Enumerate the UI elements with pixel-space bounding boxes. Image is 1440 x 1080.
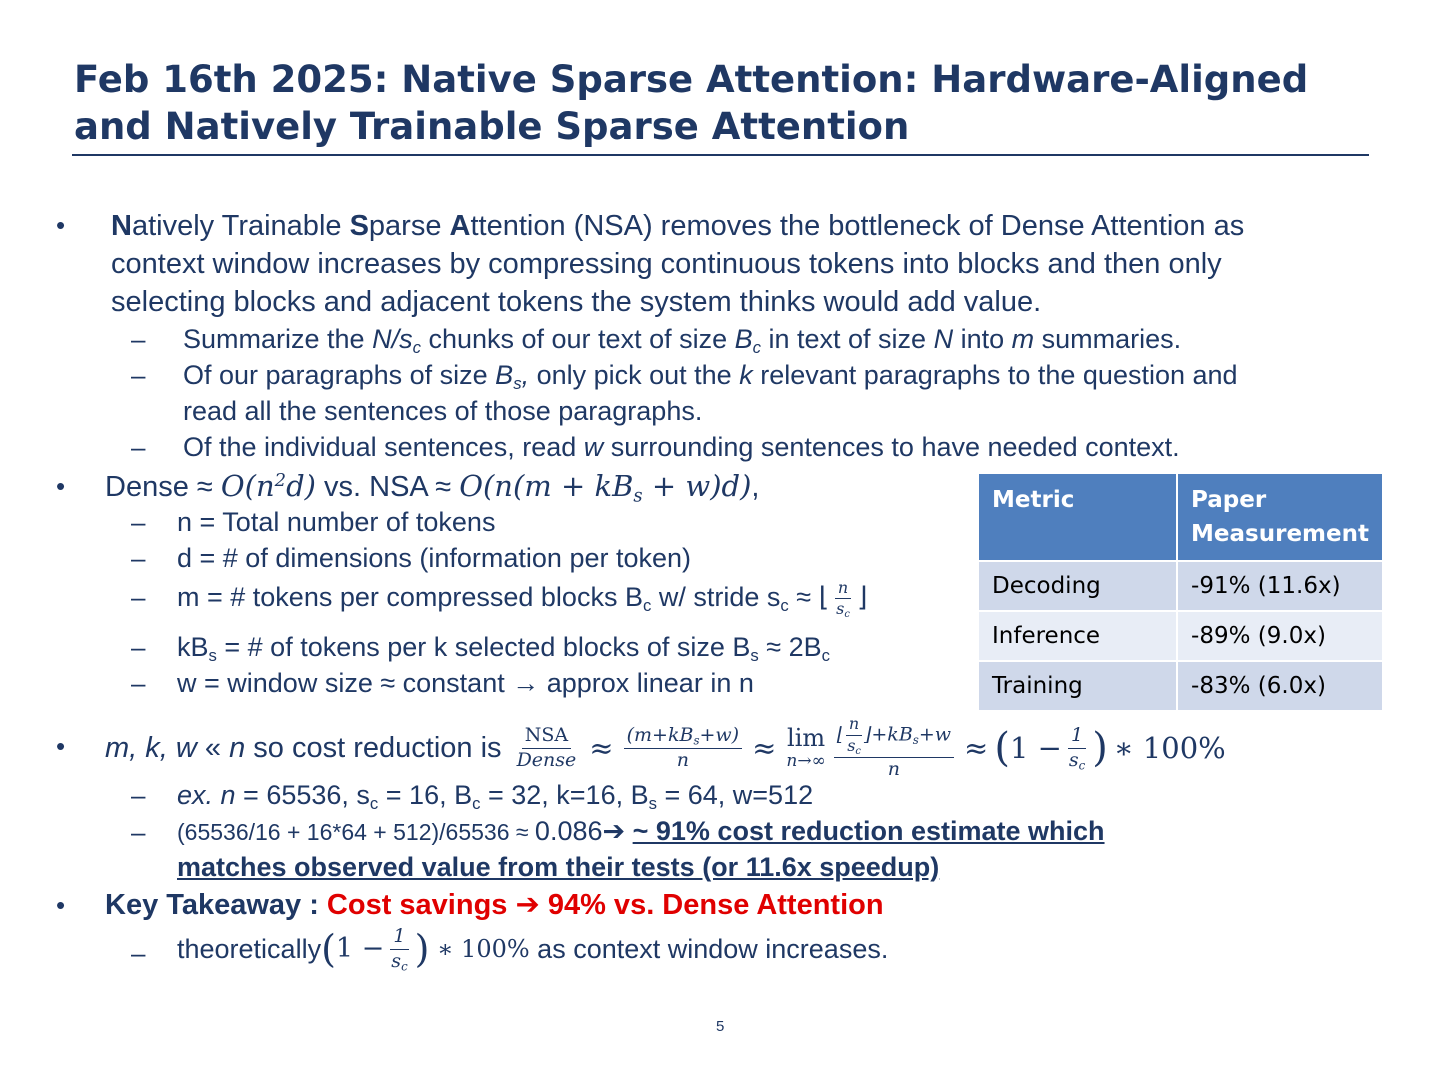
metrics-table: [977, 472, 1384, 712]
text: summaries.: [1034, 324, 1182, 354]
bullet-marker: •: [56, 471, 66, 501]
text: = # of tokens per k selected blocks of size B: [216, 632, 751, 662]
limit: [786, 725, 825, 770]
subscript: s: [912, 733, 919, 748]
fraction-one-over-sc: [1066, 723, 1088, 773]
math: 1 −: [335, 933, 385, 964]
subscript: s: [208, 646, 217, 666]
text: kB: [177, 632, 209, 662]
denominator: [1066, 749, 1088, 771]
limit-subscript: n→∞: [786, 750, 826, 771]
subscript: c: [855, 746, 861, 757]
text: ,: [751, 471, 760, 503]
text: d): [286, 469, 316, 503]
numerator: 1: [390, 927, 408, 950]
table-cell: Training: [978, 661, 1177, 711]
dash-marker: –: [131, 507, 146, 537]
dash-marker: –: [131, 668, 146, 698]
table-cell: Decoding: [978, 561, 1177, 611]
denominator: n: [887, 757, 901, 780]
bullet-nsa-intro-line2: context window increases by compressing continuous tokens into blocks and then only: [111, 248, 1222, 280]
slide-title: Feb 16th 2025: Native Sparse Attention: Hardware-Aligned and Natively Trainable Sparse Attention: [74, 58, 1309, 148]
def-d: d = # of dimensions (information per token): [177, 543, 692, 573]
math: m: [1011, 324, 1035, 354]
text: ≈ 2B: [758, 632, 822, 662]
text: s: [847, 736, 856, 756]
dash-marker: –: [131, 780, 146, 810]
text: atively Trainable: [131, 210, 350, 242]
text: O(n: [220, 469, 275, 503]
text: into: [953, 324, 1012, 354]
text: vs. NSA ≈: [315, 471, 460, 503]
bullet-complexity: [105, 467, 759, 506]
fraction-n-over-sc: [844, 716, 864, 755]
approx-symbol: ≈: [964, 731, 989, 765]
fraction-nsa-over-dense: [514, 723, 580, 771]
subscript: s: [648, 794, 657, 814]
text: O(n(m + kB: [459, 469, 634, 503]
text: ⌋: [856, 582, 868, 612]
page-number: 5: [716, 1018, 725, 1035]
table-cell: -83% (6.0x): [1177, 661, 1383, 711]
text: Of the individual sentences, read: [183, 432, 584, 462]
text: relevant paragraphs to the question and: [752, 360, 1238, 390]
subscript: s: [633, 485, 643, 507]
bullet-nsa-intro-line3: selecting blocks and adjacent tokens the system thinks would add value.: [111, 286, 1042, 318]
text: N/s: [372, 324, 413, 354]
title-divider: [72, 154, 1369, 156]
bullet-nsa-intro: [111, 207, 1244, 245]
paren: (: [994, 725, 1010, 771]
bullet-cost-reduction: [105, 708, 1226, 788]
dash-marker: –: [131, 324, 146, 354]
text: s: [1068, 748, 1079, 771]
nsa-complexity: [459, 469, 752, 507]
text: ,: [521, 360, 530, 390]
fraction-n-over-sc: [833, 577, 853, 621]
sub-sentences: [183, 429, 1180, 465]
header-line: Measurement: [1191, 521, 1369, 547]
fraction-cost-over-n: [624, 723, 742, 771]
paren: (: [321, 927, 336, 971]
text: only pick out the: [529, 360, 740, 390]
text: ≈ ⌊: [788, 582, 830, 612]
superscript: 2: [274, 470, 287, 492]
denominator: [844, 736, 864, 755]
denominator: n: [676, 748, 689, 771]
text: so cost reduction is: [245, 732, 510, 764]
subscript: s: [513, 374, 522, 394]
fraction-limit-expression: [834, 716, 954, 780]
text: Of our paragraphs of size: [183, 360, 496, 390]
subscript: c: [642, 596, 652, 616]
text: Cost savings ➔ 94% vs. Dense Attention: [326, 889, 884, 921]
bullet-marker: •: [56, 890, 66, 920]
text: +w: [918, 723, 952, 746]
dash-marker: –: [131, 543, 146, 573]
text: chunks of our text of size: [420, 324, 735, 354]
dash-marker: –: [131, 582, 146, 612]
math: k: [739, 360, 753, 390]
text: s: [836, 599, 845, 619]
subscript: c: [780, 596, 789, 616]
table-header-row: [978, 473, 1383, 561]
numerator: NSA: [522, 726, 571, 749]
limit-label: lim: [787, 724, 826, 753]
bullet-marker: •: [56, 210, 66, 240]
def-w: w = window size ≈ constant → approx linear in n: [177, 668, 754, 698]
sub-summarize: [183, 321, 1181, 357]
text: ⌊: [836, 723, 845, 746]
dash-marker: –: [131, 360, 146, 390]
dash-marker: –: [131, 938, 146, 968]
subscript: c: [752, 338, 761, 358]
text: B: [495, 360, 514, 390]
subscript: c: [1078, 758, 1086, 773]
numerator: [834, 716, 954, 758]
numerator: [624, 723, 742, 749]
math: 1 −: [1009, 731, 1062, 765]
subscript: s: [750, 646, 759, 666]
table-cell: -91% (11.6x): [1177, 561, 1383, 611]
math: ∗ 100%: [1113, 731, 1226, 765]
takeaway-theoretical: [177, 916, 888, 982]
header-line: Paper: [1191, 487, 1267, 513]
bullet-marker: •: [56, 731, 66, 761]
text: in text of size: [761, 324, 934, 354]
text: +w): [699, 723, 740, 746]
table-cell: Inference: [978, 611, 1177, 661]
dash-marker: –: [131, 817, 146, 847]
header-metric: Metric: [978, 473, 1177, 561]
highlight-text: ~ 91% cost reduction estimate which: [632, 816, 1105, 846]
math: ∗ 100%: [429, 935, 530, 963]
fraction-one-over-sc: [388, 924, 410, 974]
subscript: c: [369, 794, 379, 814]
dash-marker: –: [131, 632, 146, 662]
text: B: [734, 324, 753, 354]
sub-paragraphs: [183, 357, 1238, 393]
text: ttention (NSA) removes the bottleneck of Dense Attention as: [470, 210, 1245, 242]
approx-symbol: ≈: [752, 731, 777, 765]
math: N: [933, 324, 954, 354]
table-row: [978, 611, 1383, 661]
subscript: c: [472, 794, 481, 814]
text: = 16, B: [378, 780, 473, 810]
dense-complexity: [221, 469, 316, 503]
paren: ): [1092, 725, 1108, 771]
initial-n: N: [111, 210, 132, 242]
def-n: n = Total number of tokens: [177, 507, 496, 537]
text: surrounding sentences to have needed context.: [603, 432, 1180, 462]
example-values: [177, 777, 813, 813]
text: Key Takeaway :: [105, 889, 327, 921]
math: w: [583, 432, 604, 462]
initial-s: S: [349, 210, 369, 242]
text: as context window increases.: [529, 934, 889, 964]
math: ex. n: [177, 780, 236, 810]
table-row: [978, 661, 1383, 711]
paren: ): [414, 927, 430, 971]
def-kbs: [177, 629, 830, 665]
numerator: 1: [1068, 726, 1086, 749]
text: = 64, w=512: [656, 780, 814, 810]
sub-paragraphs-line2: read all the sentences of those paragraphs.: [183, 396, 703, 426]
header-paper-measurement: [1177, 473, 1383, 561]
text: = 65536, s: [235, 780, 370, 810]
text: ⌋+kB: [863, 723, 913, 746]
subscript: c: [401, 959, 408, 974]
def-m: [177, 577, 868, 621]
text: «: [196, 732, 230, 764]
text: s: [391, 949, 402, 972]
text: + w)d): [642, 469, 752, 503]
text: m = # tokens per compressed blocks B: [177, 582, 643, 612]
table-cell: -89% (9.0x): [1177, 611, 1383, 661]
numerator: n: [846, 716, 862, 736]
example-calculation: [177, 813, 1105, 850]
numerator: n: [835, 580, 851, 600]
text: (m+kB: [626, 723, 694, 746]
denominator: Dense: [516, 748, 577, 771]
subscript: c: [412, 338, 421, 358]
arrow-icon: ➔: [602, 816, 633, 846]
subscript: s: [693, 733, 700, 748]
math: m, k, w: [105, 732, 197, 764]
highlight-text-line2: matches observed value from their tests (or 11.6x speedup): [177, 852, 940, 882]
text: (65536/16 + 16*64 + 512)/65536 ≈: [177, 819, 535, 845]
math: n: [229, 732, 246, 764]
approx-symbol: ≈: [589, 731, 614, 765]
math: [372, 324, 421, 358]
text: = 32, k=16, B: [480, 780, 649, 810]
text: Summarize the: [183, 324, 373, 354]
text: 0.086: [534, 816, 603, 846]
text: Dense ≈: [105, 471, 221, 503]
text: w/ stride s: [651, 582, 781, 612]
table-row: [978, 561, 1383, 611]
math: [734, 324, 761, 358]
math: [495, 360, 530, 394]
initial-a: A: [449, 210, 471, 242]
dash-marker: –: [131, 432, 146, 462]
text: theoretically: [177, 934, 322, 964]
denominator: [388, 950, 410, 972]
subscript: c: [844, 609, 850, 621]
text: parse: [368, 210, 450, 242]
subscript: c: [821, 646, 831, 666]
denominator: [833, 599, 853, 621]
